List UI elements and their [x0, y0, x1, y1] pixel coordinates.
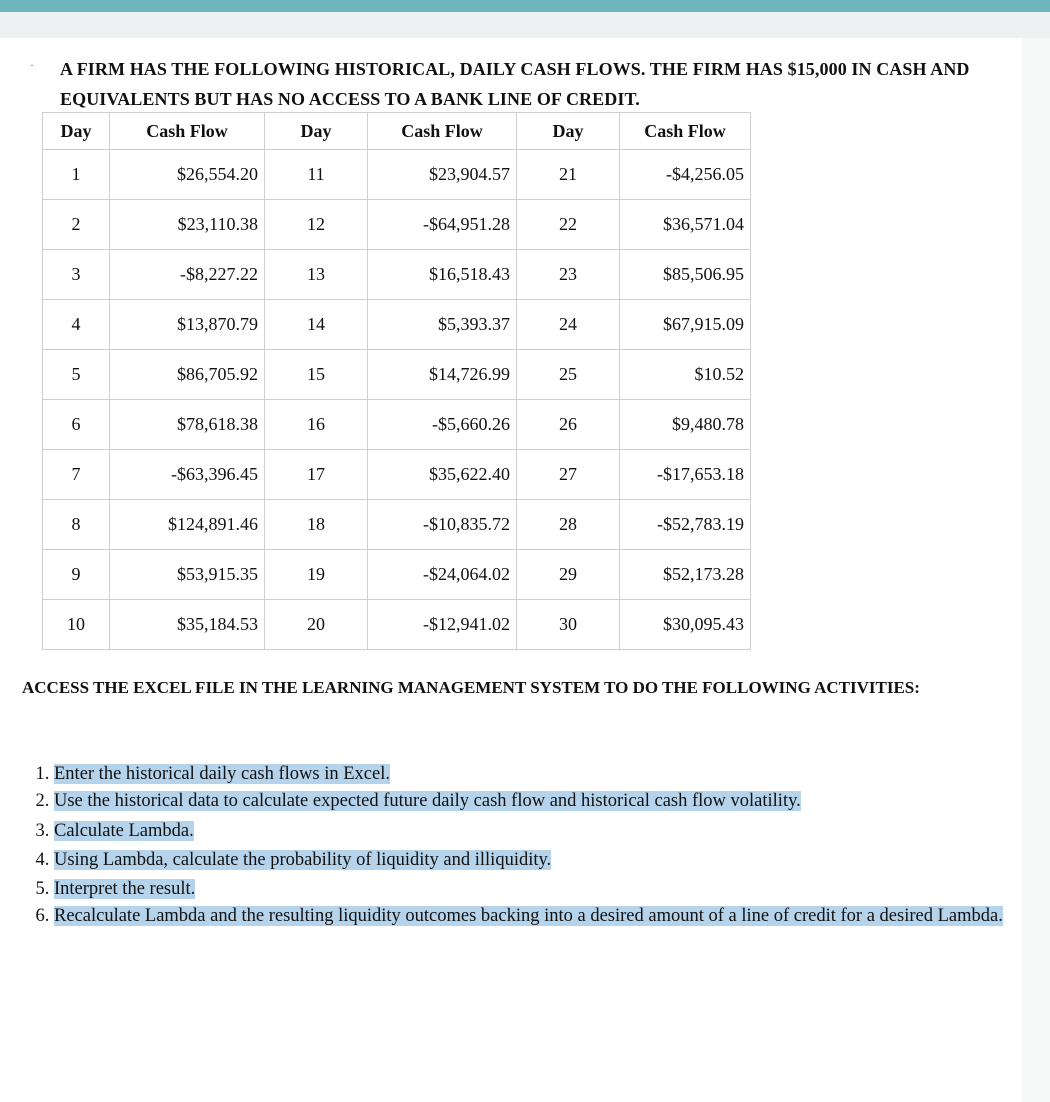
- table-cell: $36,571.04: [620, 200, 751, 250]
- header-cash-flow-2: Cash Flow: [368, 113, 517, 150]
- activity-text: Recalculate Lambda and the resulting liquidity outcomes backing into a desired amount of a line of credit for a desired Lambda.: [54, 906, 1003, 926]
- table-cell: 13: [265, 250, 368, 300]
- table-cell: $35,184.53: [110, 600, 265, 650]
- table-row: [43, 300, 751, 350]
- table-cell: $26,554.20: [110, 150, 265, 200]
- list-item: [54, 817, 1044, 846]
- top-accent-bar: [0, 0, 1050, 12]
- table-cell: $53,915.35: [110, 550, 265, 600]
- table-cell: 28: [517, 500, 620, 550]
- bullet-marker-icon: ·: [30, 58, 34, 72]
- table-cell: -$52,783.19: [620, 500, 751, 550]
- activity-text: Interpret the result.: [54, 879, 196, 899]
- right-margin: [1022, 38, 1050, 1102]
- table-cell: 21: [517, 150, 620, 200]
- activity-text: Use the historical data to calculate expected future daily cash flow and historical cash flow volatility.: [54, 791, 801, 811]
- table-cell: 24: [517, 300, 620, 350]
- table-cell: 1: [43, 150, 110, 200]
- table-row: [43, 150, 751, 200]
- header-cash-flow-1: Cash Flow: [110, 113, 265, 150]
- table-cell: -$12,941.02: [368, 600, 517, 650]
- table-cell: $23,904.57: [368, 150, 517, 200]
- problem-statement: A FIRM HAS THE FOLLOWING HISTORICAL, DAILY CASH FLOWS. THE FIRM HAS $15,000 IN CASH AND EQUIVALENTS BUT HAS NO ACCESS TO A BANK LINE OF CREDIT.: [60, 59, 970, 109]
- activity-text: Calculate Lambda.: [54, 821, 194, 841]
- table-header-row: [43, 113, 751, 150]
- table-cell: 30: [517, 600, 620, 650]
- table-cell: $5,393.37: [368, 300, 517, 350]
- table-row: [43, 250, 751, 300]
- table-cell: 6: [43, 400, 110, 450]
- list-item: [54, 875, 1044, 904]
- table-cell: -$4,256.05: [620, 150, 751, 200]
- table-cell: $9,480.78: [620, 400, 751, 450]
- activity-text: Enter the historical daily cash flows in Excel.: [54, 764, 390, 784]
- table-cell: $13,870.79: [110, 300, 265, 350]
- table-cell: 10: [43, 600, 110, 650]
- list-item: [54, 760, 1044, 789]
- table-cell: $52,173.28: [620, 550, 751, 600]
- table-cell: 14: [265, 300, 368, 350]
- list-item: [54, 846, 1044, 875]
- header-day-2: Day: [265, 113, 368, 150]
- table-cell: 19: [265, 550, 368, 600]
- table-cell: 8: [43, 500, 110, 550]
- table-cell: $16,518.43: [368, 250, 517, 300]
- table-cell: 18: [265, 500, 368, 550]
- table-cell: 29: [517, 550, 620, 600]
- table-row: [43, 450, 751, 500]
- table-cell: 20: [265, 600, 368, 650]
- table-cell: -$64,951.28: [368, 200, 517, 250]
- table-cell: 9: [43, 550, 110, 600]
- table-row: [43, 500, 751, 550]
- table-cell: -$17,653.18: [620, 450, 751, 500]
- table-row: [43, 600, 751, 650]
- table-cell: 17: [265, 450, 368, 500]
- table-cell: 23: [517, 250, 620, 300]
- table-cell: $10.52: [620, 350, 751, 400]
- table-cell: 2: [43, 200, 110, 250]
- table-cell: $78,618.38: [110, 400, 265, 450]
- table-cell: $85,506.95: [620, 250, 751, 300]
- table-cell: -$63,396.45: [110, 450, 265, 500]
- table-cell: 22: [517, 200, 620, 250]
- table-cell: 12: [265, 200, 368, 250]
- table-cell: 25: [517, 350, 620, 400]
- activity-text: Using Lambda, calculate the probability of liquidity and illiquidity.: [54, 850, 552, 870]
- table-cell: $30,095.43: [620, 600, 751, 650]
- table-cell: 5: [43, 350, 110, 400]
- table-cell: $86,705.92: [110, 350, 265, 400]
- table-cell: $67,915.09: [620, 300, 751, 350]
- table-cell: $124,891.46: [110, 500, 265, 550]
- table-cell: -$8,227.22: [110, 250, 265, 300]
- table-cell: $23,110.38: [110, 200, 265, 250]
- table-cell: $14,726.99: [368, 350, 517, 400]
- table-row: [43, 200, 751, 250]
- table-cell: 16: [265, 400, 368, 450]
- top-gap: [0, 12, 1050, 38]
- header-day-3: Day: [517, 113, 620, 150]
- list-item: [54, 904, 1044, 932]
- table-row: [43, 550, 751, 600]
- table-row: [43, 350, 751, 400]
- table-cell: 7: [43, 450, 110, 500]
- table-cell: -$10,835.72: [368, 500, 517, 550]
- document-page: [0, 38, 1022, 1102]
- activity-list: [18, 760, 1044, 932]
- table-cell: 4: [43, 300, 110, 350]
- table-cell: 11: [265, 150, 368, 200]
- table-cell: 3: [43, 250, 110, 300]
- table-cell: -$5,660.26: [368, 400, 517, 450]
- table-cell: -$24,064.02: [368, 550, 517, 600]
- header-cash-flow-3: Cash Flow: [620, 113, 751, 150]
- table-cell: $35,622.40: [368, 450, 517, 500]
- access-instructions: ACCESS THE EXCEL FILE IN THE LEARNING MANAGEMENT SYSTEM TO DO THE FOLLOWING ACTIVITIES:: [22, 678, 920, 697]
- list-item: [54, 789, 1044, 817]
- cash-flow-table: [42, 112, 751, 650]
- table-row: [43, 400, 751, 450]
- header-day-1: Day: [43, 113, 110, 150]
- table-cell: 15: [265, 350, 368, 400]
- table-cell: 27: [517, 450, 620, 500]
- table-cell: 26: [517, 400, 620, 450]
